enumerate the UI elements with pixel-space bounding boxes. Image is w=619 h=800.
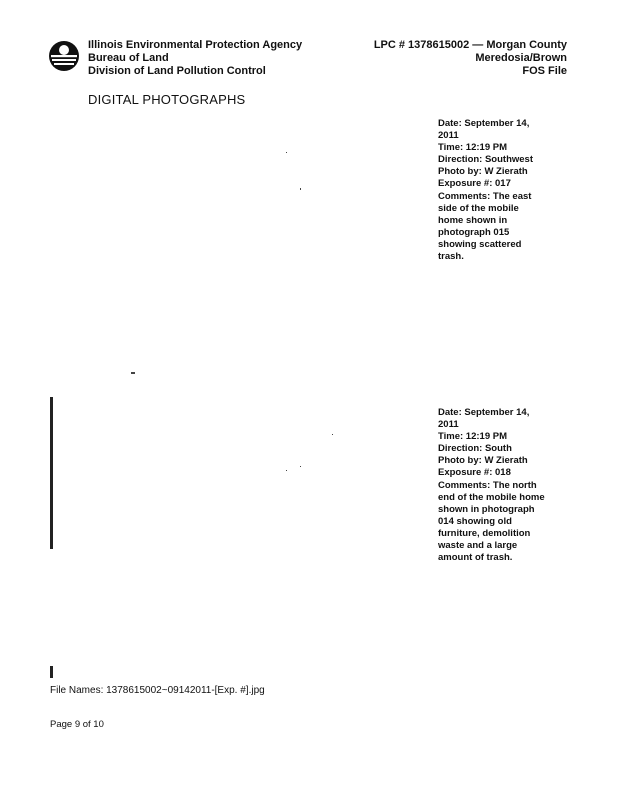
site-name: Meredosia/Brown xyxy=(475,52,567,64)
caption-line: shown in photograph xyxy=(438,503,535,515)
caption-line: 014 showing old xyxy=(438,515,512,527)
caption-line: 2011 xyxy=(438,419,459,431)
lpc-number: LPC # 1378615002 — Morgan County xyxy=(373,39,567,51)
caption-line: 2011 xyxy=(438,130,459,142)
caption-line: photograph 015 xyxy=(438,226,510,238)
caption-line: Comments: The north xyxy=(438,479,537,491)
photo-2-speck xyxy=(300,466,301,467)
footer-mark xyxy=(50,666,53,678)
illinois-epa-logo xyxy=(48,40,80,72)
caption-line: Direction: South xyxy=(438,443,512,455)
caption-line: Direction: Southwest xyxy=(438,154,534,166)
photo-1-speck xyxy=(300,188,301,190)
caption-line: Time: 12:19 PM xyxy=(438,142,507,154)
photo-2-left-edge xyxy=(50,397,53,549)
caption-line: trash. xyxy=(438,251,464,263)
caption-line: side of the mobile xyxy=(438,202,519,214)
photo-caption-2 xyxy=(438,407,568,564)
caption-line: Exposure #: 017 xyxy=(438,178,511,190)
caption-line: Photo by: W Zierath xyxy=(438,455,528,467)
caption-line: waste and a large xyxy=(438,540,518,552)
page-title: DIGITAL PHOTOGRAPHS xyxy=(88,92,246,107)
photo-1-dash xyxy=(131,372,135,374)
file-type: FOS File xyxy=(522,65,567,77)
caption-line: Photo by: W Zierath xyxy=(438,166,528,178)
caption-line: home shown in xyxy=(438,214,508,226)
page-number: Page 9 of 10 xyxy=(50,719,104,730)
caption-line: Date: September 14, xyxy=(438,407,530,418)
agency-header xyxy=(88,39,338,78)
lpc-header xyxy=(347,39,567,78)
caption-line: Date: September 14, xyxy=(438,118,530,129)
bureau-name: Bureau of Land xyxy=(88,52,169,64)
file-names: File Names: 1378615002~09142011-[Exp. #].jpg xyxy=(50,685,265,696)
photo-caption-1 xyxy=(438,118,568,263)
photo-2-speck xyxy=(286,470,287,471)
division-name: Division of Land Pollution Control xyxy=(88,65,266,77)
caption-line: Time: 12:19 PM xyxy=(438,431,507,443)
caption-line: end of the mobile home xyxy=(438,491,545,503)
caption-line: Exposure #: 018 xyxy=(438,467,511,479)
photo-1-speck xyxy=(286,152,287,153)
photo-2-speck xyxy=(332,434,333,435)
caption-line: Comments: The east xyxy=(438,190,532,202)
caption-line: showing scattered xyxy=(438,238,522,250)
agency-name: Illinois Environmental Protection Agency xyxy=(88,39,303,51)
caption-line: furniture, demolition xyxy=(438,527,531,539)
caption-line: amount of trash. xyxy=(438,552,513,564)
